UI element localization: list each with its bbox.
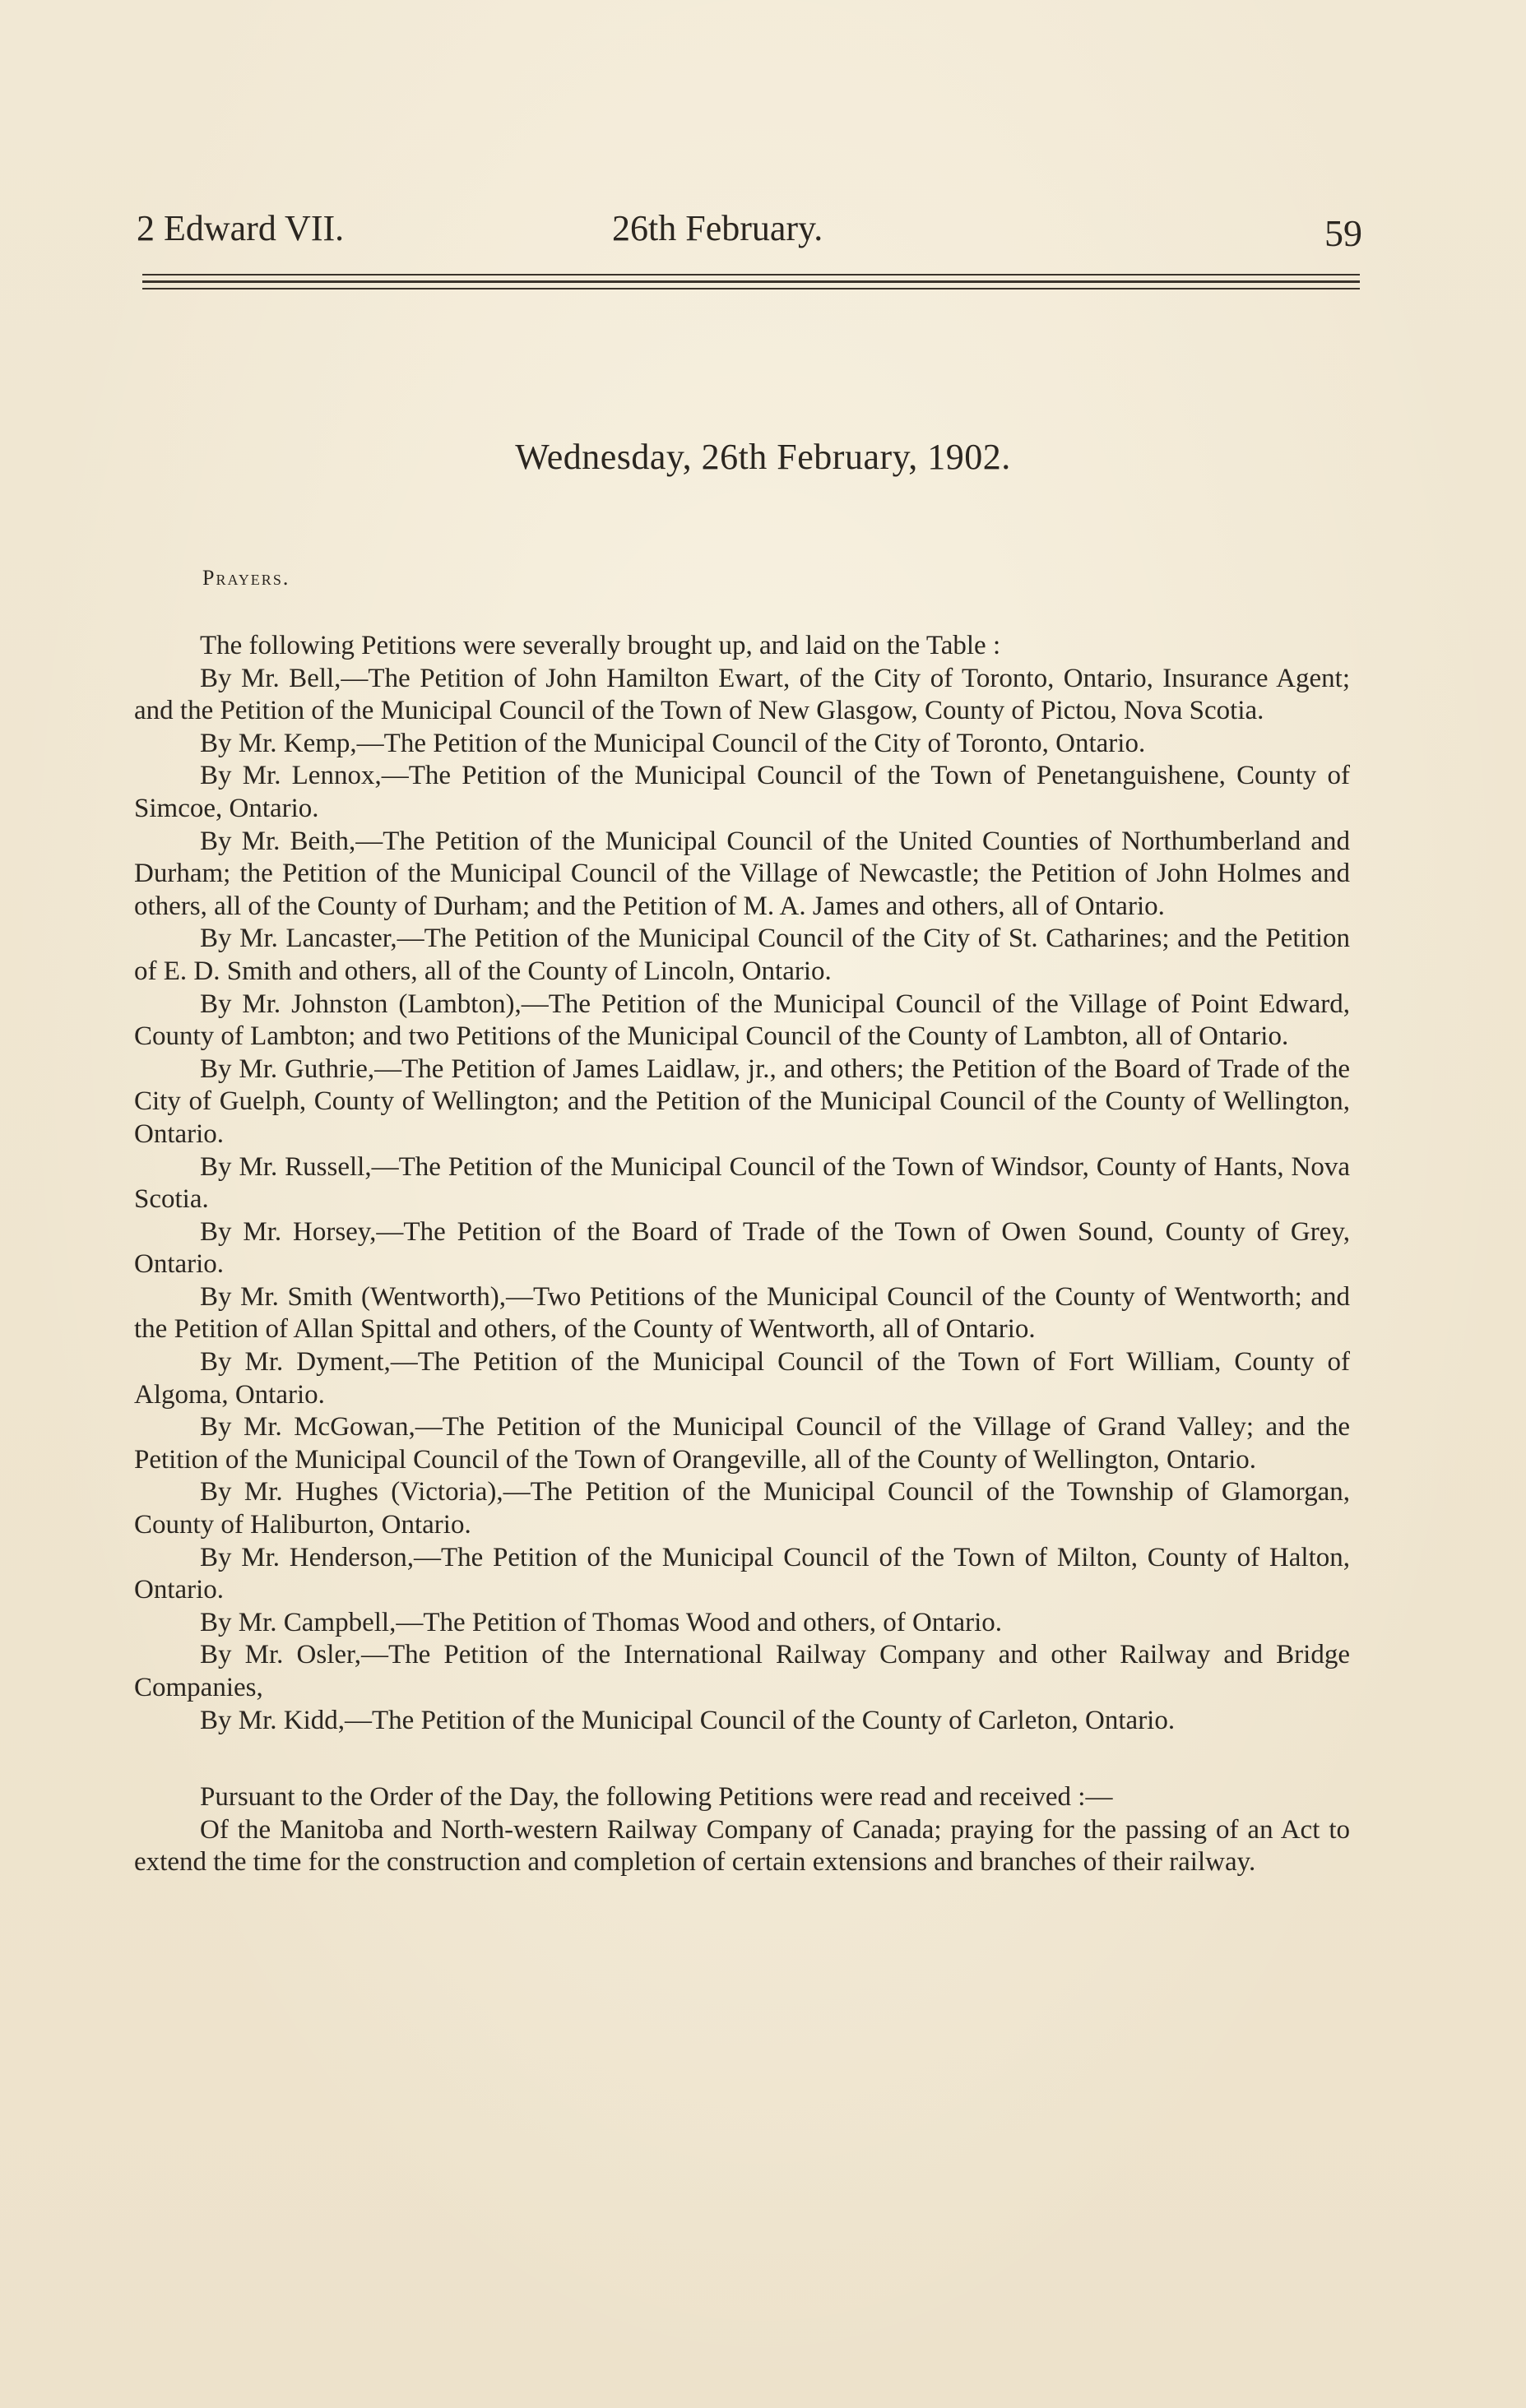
- header-rule: [142, 274, 1360, 297]
- petition-entry: By Mr. Campbell,—The Petition of Thomas Wood and others, of Ontario.: [200, 1607, 1003, 1637]
- petition-entry: By Mr. Dyment,—The Petition of the Municipal Council of the Town of Fort William, County of Algoma, Ontario.: [134, 1347, 1350, 1410]
- petition-entry: By Mr. Russell,—The Petition of the Municipal Council of the Town of Windsor, County of Hants, Nova Scotia.: [134, 1151, 1350, 1215]
- header-rule-line: [142, 288, 1360, 289]
- petition-entry: By Mr. Henderson,—The Petition of the Municipal Council of the Town of Milton, County of Halton, Ontario.: [134, 1542, 1350, 1605]
- petition-entry: By Mr. Lancaster,—The Petition of the Municipal Council of the City of St. Catharines; and the Petition of E. D. Smith and others, all of the County of Lincoln, Ontario.: [134, 924, 1350, 986]
- petition-entry: By Mr. Hughes (Victoria),—The Petition of the Municipal Council of the Township of Glamorgan, County of Haliburton, Ontario.: [134, 1477, 1350, 1540]
- date-heading: Wednesday, 26th February, 1902.: [515, 437, 1011, 477]
- prayers-heading: Prayers.: [202, 566, 290, 590]
- petition-entry: By Mr. Lennox,—The Petition of the Municipal Council of the Town of Penetanguishene, County of Simcoe, Ontario.: [134, 761, 1350, 823]
- header-rule-line: [142, 274, 1360, 276]
- petition-entry: By Mr. Johnston (Lambton),—The Petition of the Municipal Council of the Village of Point Edward, County of Lambton; and two Petitions of the Municipal Council of the County of Lambton, all of Ontario.: [134, 989, 1350, 1052]
- petition-entry: By Mr. Kidd,—The Petition of the Municipal Council of the County of Carleton, Ontario.: [200, 1705, 1176, 1735]
- petition-entry: By Mr. Kemp,—The Petition of the Municipal Council of the City of Toronto, Ontario.: [200, 728, 1146, 758]
- petition-entry: By Mr. Guthrie,—The Petition of James Laidlaw, jr., and others; the Petition of the Board of Trade of the City of Guelph, County of Wellington; and the Petition of the Municipal Council of the County of Wellington, Ontario.: [134, 1054, 1350, 1149]
- petition-entry: By Mr. Smith (Wentworth),—Two Petitions of the Municipal Council of the County of Wentworth; and the Petition of Allan Spittal and others, of the County of Wentworth, all of Ontario.: [134, 1281, 1350, 1345]
- running-head: [137, 196, 1362, 262]
- order-intro: Pursuant to the Order of the Day, the following Petitions were read and received :—: [200, 1782, 1113, 1813]
- order-item: Of the Manitoba and North-western Railway Company of Canada; praying for the passing of an Act to extend the time for the construction and completion of certain extensions and branches of their railway.: [134, 1814, 1350, 1878]
- petition-entry: By Mr. Bell,—The Petition of John Hamilton Ewart, of the City of Toronto, Ontario, Insurance Agent; and the Petition of the Municipal Council of the Town of New Glasgow, County of Pictou, Nova Scotia.: [134, 663, 1350, 726]
- petition-entry: By Mr. Osler,—The Petition of the International Railway Company and other Railway and Bridge Companies,: [134, 1640, 1350, 1702]
- petitions-intro: The following Petitions were severally brought up, and laid on the Table :: [200, 631, 1001, 660]
- page-number: 59: [1324, 212, 1362, 254]
- header-rule-line: [142, 280, 1360, 283]
- running-date: 26th February.: [612, 208, 823, 248]
- petition-entry: By Mr. Horsey,—The Petition of the Board of Trade of the Town of Owen Sound, County of Grey, Ontario.: [134, 1216, 1350, 1280]
- body-text: [134, 630, 1350, 1879]
- petition-entry: By Mr. Beith,—The Petition of the Municipal Council of the United Counties of Northumberland and Durham; the Petition of the Municipal Council of the Village of Newcastle; the Petition of John Holmes and others, all of the County of Durham; and the Petition of M. A. James and others, all of Ontario.: [134, 826, 1350, 921]
- petition-entry: By Mr. McGowan,—The Petition of the Municipal Council of the Village of Grand Valley; and the Petition of the Municipal Council of the Town of Orangeville, all of the County of Wellington, Ontario.: [134, 1412, 1350, 1475]
- regnal-year: 2 Edward VII.: [137, 208, 345, 248]
